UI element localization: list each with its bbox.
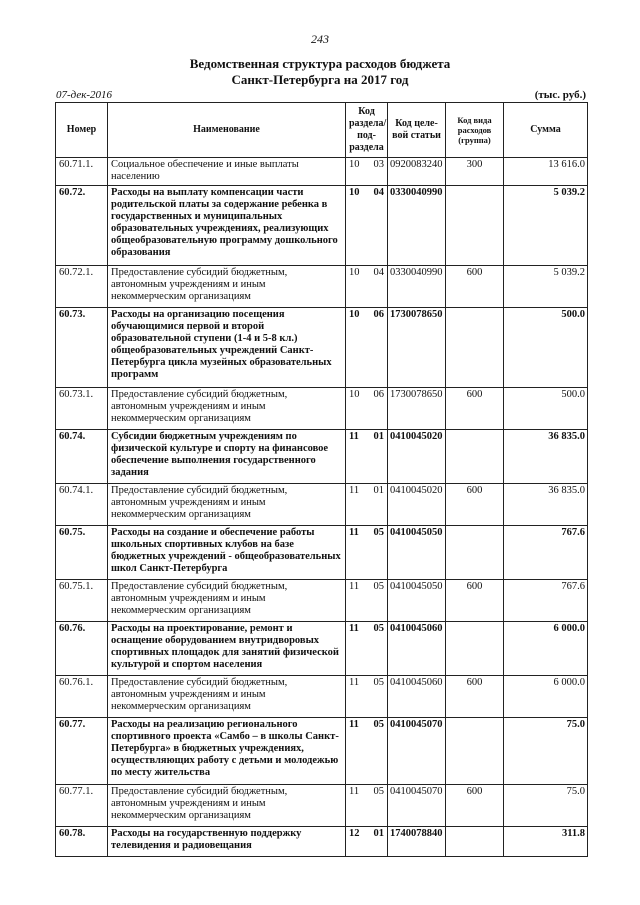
row-name: Расходы на выплату компенсации части родительской платы за содержание ребенка в государственных и муниципальных образовательных учреждениях, реализующих общеобразовательную программу дошкольного образования (108, 186, 346, 266)
row-target-code: 0410045050 (388, 526, 446, 580)
row-number: 60.73. (56, 308, 108, 388)
table-row (56, 158, 588, 186)
row-amount: 6 000.0 (504, 676, 588, 718)
row-amount: 767.6 (504, 580, 588, 622)
row-number: 60.75. (56, 526, 108, 580)
row-subsection: 04 (367, 186, 388, 266)
row-expense-type (446, 718, 504, 785)
row-amount: 36 835.0 (504, 484, 588, 526)
row-target-code: 0410045050 (388, 580, 446, 622)
table-row (56, 526, 588, 580)
table-header-row (56, 103, 588, 158)
row-section: 12 (346, 827, 367, 857)
table-row (56, 388, 588, 430)
row-name: Расходы на создание и обеспечение работы школьных спортивных клубов на базе бюджетных учреждений - общеобразовательных школ Санкт-Петербурга (108, 526, 346, 580)
row-amount: 5 039.2 (504, 266, 588, 308)
row-subsection: 01 (367, 484, 388, 526)
row-expense-type: 600 (446, 580, 504, 622)
row-amount: 311.8 (504, 827, 588, 857)
table-row (56, 266, 588, 308)
row-expense-type: 300 (446, 158, 504, 186)
table-row (56, 676, 588, 718)
row-name: Расходы на организацию посещения обучающимися первой и второй образовательной ступени (1-4 и 5-8 кл.) общеобразовательных учреждений Санкт-Петербурга цикла музейных образовательных программ (108, 308, 346, 388)
row-target-code: 0410045070 (388, 718, 446, 785)
row-target-code: 1730078650 (388, 388, 446, 430)
row-target-code: 0410045020 (388, 430, 446, 484)
row-section: 11 (346, 430, 367, 484)
header-amount: Сумма (504, 103, 588, 158)
row-expense-type (446, 622, 504, 676)
units-label: (тыс. руб.) (534, 89, 586, 101)
header-target-code: Код целе-вой статьи (388, 103, 446, 158)
row-section: 10 (346, 158, 367, 186)
row-target-code: 1730078650 (388, 308, 446, 388)
row-amount: 500.0 (504, 388, 588, 430)
row-subsection: 01 (367, 430, 388, 484)
row-section: 11 (346, 526, 367, 580)
row-expense-type (446, 308, 504, 388)
row-amount: 500.0 (504, 308, 588, 388)
row-subsection: 05 (367, 718, 388, 785)
row-number: 60.77. (56, 718, 108, 785)
table-row (56, 430, 588, 484)
row-expense-type (446, 186, 504, 266)
row-name: Предоставление субсидий бюджетным, автономным учреждениям и иным некоммерческим организациям (108, 785, 346, 827)
table-body (56, 158, 588, 857)
row-amount: 75.0 (504, 718, 588, 785)
page-number: 243 (311, 32, 329, 46)
row-number: 60.72.1. (56, 266, 108, 308)
title-line-1: Ведомственная структура расходов бюджета (189, 56, 451, 71)
row-amount: 6 000.0 (504, 622, 588, 676)
row-expense-type (446, 430, 504, 484)
row-section: 10 (346, 266, 367, 308)
row-target-code: 0410045060 (388, 676, 446, 718)
row-amount: 5 039.2 (504, 186, 588, 266)
row-name: Расходы на реализацию регионального спортивного проекта «Самбо – в школы Санкт-Петербурга» в бюджетных учреждениях, осуществляющих работу с детьми и молодежью по месту жительства (108, 718, 346, 785)
row-target-code: 0330040990 (388, 266, 446, 308)
row-number: 60.72. (56, 186, 108, 266)
row-section: 11 (346, 718, 367, 785)
row-amount: 75.0 (504, 785, 588, 827)
row-target-code: 0330040990 (388, 186, 446, 266)
row-expense-type (446, 526, 504, 580)
document-date: 07-дек-2016 (56, 89, 113, 101)
header-number: Номер (56, 103, 108, 158)
row-amount: 767.6 (504, 526, 588, 580)
row-subsection: 05 (367, 526, 388, 580)
row-name: Предоставление субсидий бюджетным, автономным учреждениям и иным некоммерческим организациям (108, 676, 346, 718)
row-number: 60.77.1. (56, 785, 108, 827)
row-section: 11 (346, 580, 367, 622)
row-target-code: 0410045070 (388, 785, 446, 827)
budget-table (55, 102, 588, 857)
row-subsection: 06 (367, 388, 388, 430)
row-number: 60.73.1. (56, 388, 108, 430)
row-subsection: 05 (367, 580, 388, 622)
row-number: 60.76. (56, 622, 108, 676)
row-subsection: 03 (367, 158, 388, 186)
row-expense-type (446, 827, 504, 857)
title-line-2: Санкт-Петербурга на 2017 год (231, 72, 409, 87)
row-section: 11 (346, 484, 367, 526)
row-expense-type: 600 (446, 484, 504, 526)
row-section: 10 (346, 308, 367, 388)
header-expense-type: Код вида расходов (группа) (446, 103, 504, 158)
row-subsection: 06 (367, 308, 388, 388)
row-number: 60.78. (56, 827, 108, 857)
header-name: Наименование (108, 103, 346, 158)
row-subsection: 04 (367, 266, 388, 308)
row-subsection: 05 (367, 622, 388, 676)
row-target-code: 0410045060 (388, 622, 446, 676)
row-name: Предоставление субсидий бюджетным, автономным учреждениям и иным некоммерческим организациям (108, 266, 346, 308)
row-expense-type: 600 (446, 266, 504, 308)
row-target-code: 1740078840 (388, 827, 446, 857)
table-row (56, 622, 588, 676)
table-row (56, 580, 588, 622)
document-title (0, 56, 640, 88)
row-name: Социальное обеспечение и иные выплаты населению (108, 158, 346, 186)
row-target-code: 0920083240 (388, 158, 446, 186)
row-section: 10 (346, 186, 367, 266)
table-row (56, 186, 588, 266)
row-amount: 13 616.0 (504, 158, 588, 186)
row-section: 11 (346, 785, 367, 827)
row-expense-type: 600 (446, 388, 504, 430)
row-number: 60.76.1. (56, 676, 108, 718)
table-row (56, 827, 588, 857)
table-row (56, 308, 588, 388)
table-row (56, 484, 588, 526)
row-expense-type: 600 (446, 676, 504, 718)
row-subsection: 05 (367, 676, 388, 718)
row-name: Субсидии бюджетным учреждениям по физической культуре и спорту на финансовое обеспечение выполнения государственного задания (108, 430, 346, 484)
row-name: Расходы на государственную поддержку телевидения и радиовещания (108, 827, 346, 857)
row-number: 60.74. (56, 430, 108, 484)
row-number: 60.74.1. (56, 484, 108, 526)
row-name: Расходы на проектирование, ремонт и оснащение оборудованием внутридворовых спортивных площадок для занятий физической культурой и спортом населения (108, 622, 346, 676)
row-subsection: 01 (367, 827, 388, 857)
row-name: Предоставление субсидий бюджетным, автономным учреждениям и иным некоммерческим организациям (108, 484, 346, 526)
row-name: Предоставление субсидий бюджетным, автономным учреждениям и иным некоммерческим организациям (108, 580, 346, 622)
table-row (56, 785, 588, 827)
row-section: 11 (346, 676, 367, 718)
row-number: 60.71.1. (56, 158, 108, 186)
row-section: 11 (346, 622, 367, 676)
row-subsection: 05 (367, 785, 388, 827)
row-section: 10 (346, 388, 367, 430)
row-number: 60.75.1. (56, 580, 108, 622)
row-target-code: 0410045020 (388, 484, 446, 526)
row-expense-type: 600 (446, 785, 504, 827)
table-row (56, 718, 588, 785)
row-name: Предоставление субсидий бюджетным, автономным учреждениям и иным некоммерческим организациям (108, 388, 346, 430)
header-section-code: Код раздела/ под-раздела (346, 103, 388, 158)
row-amount: 36 835.0 (504, 430, 588, 484)
